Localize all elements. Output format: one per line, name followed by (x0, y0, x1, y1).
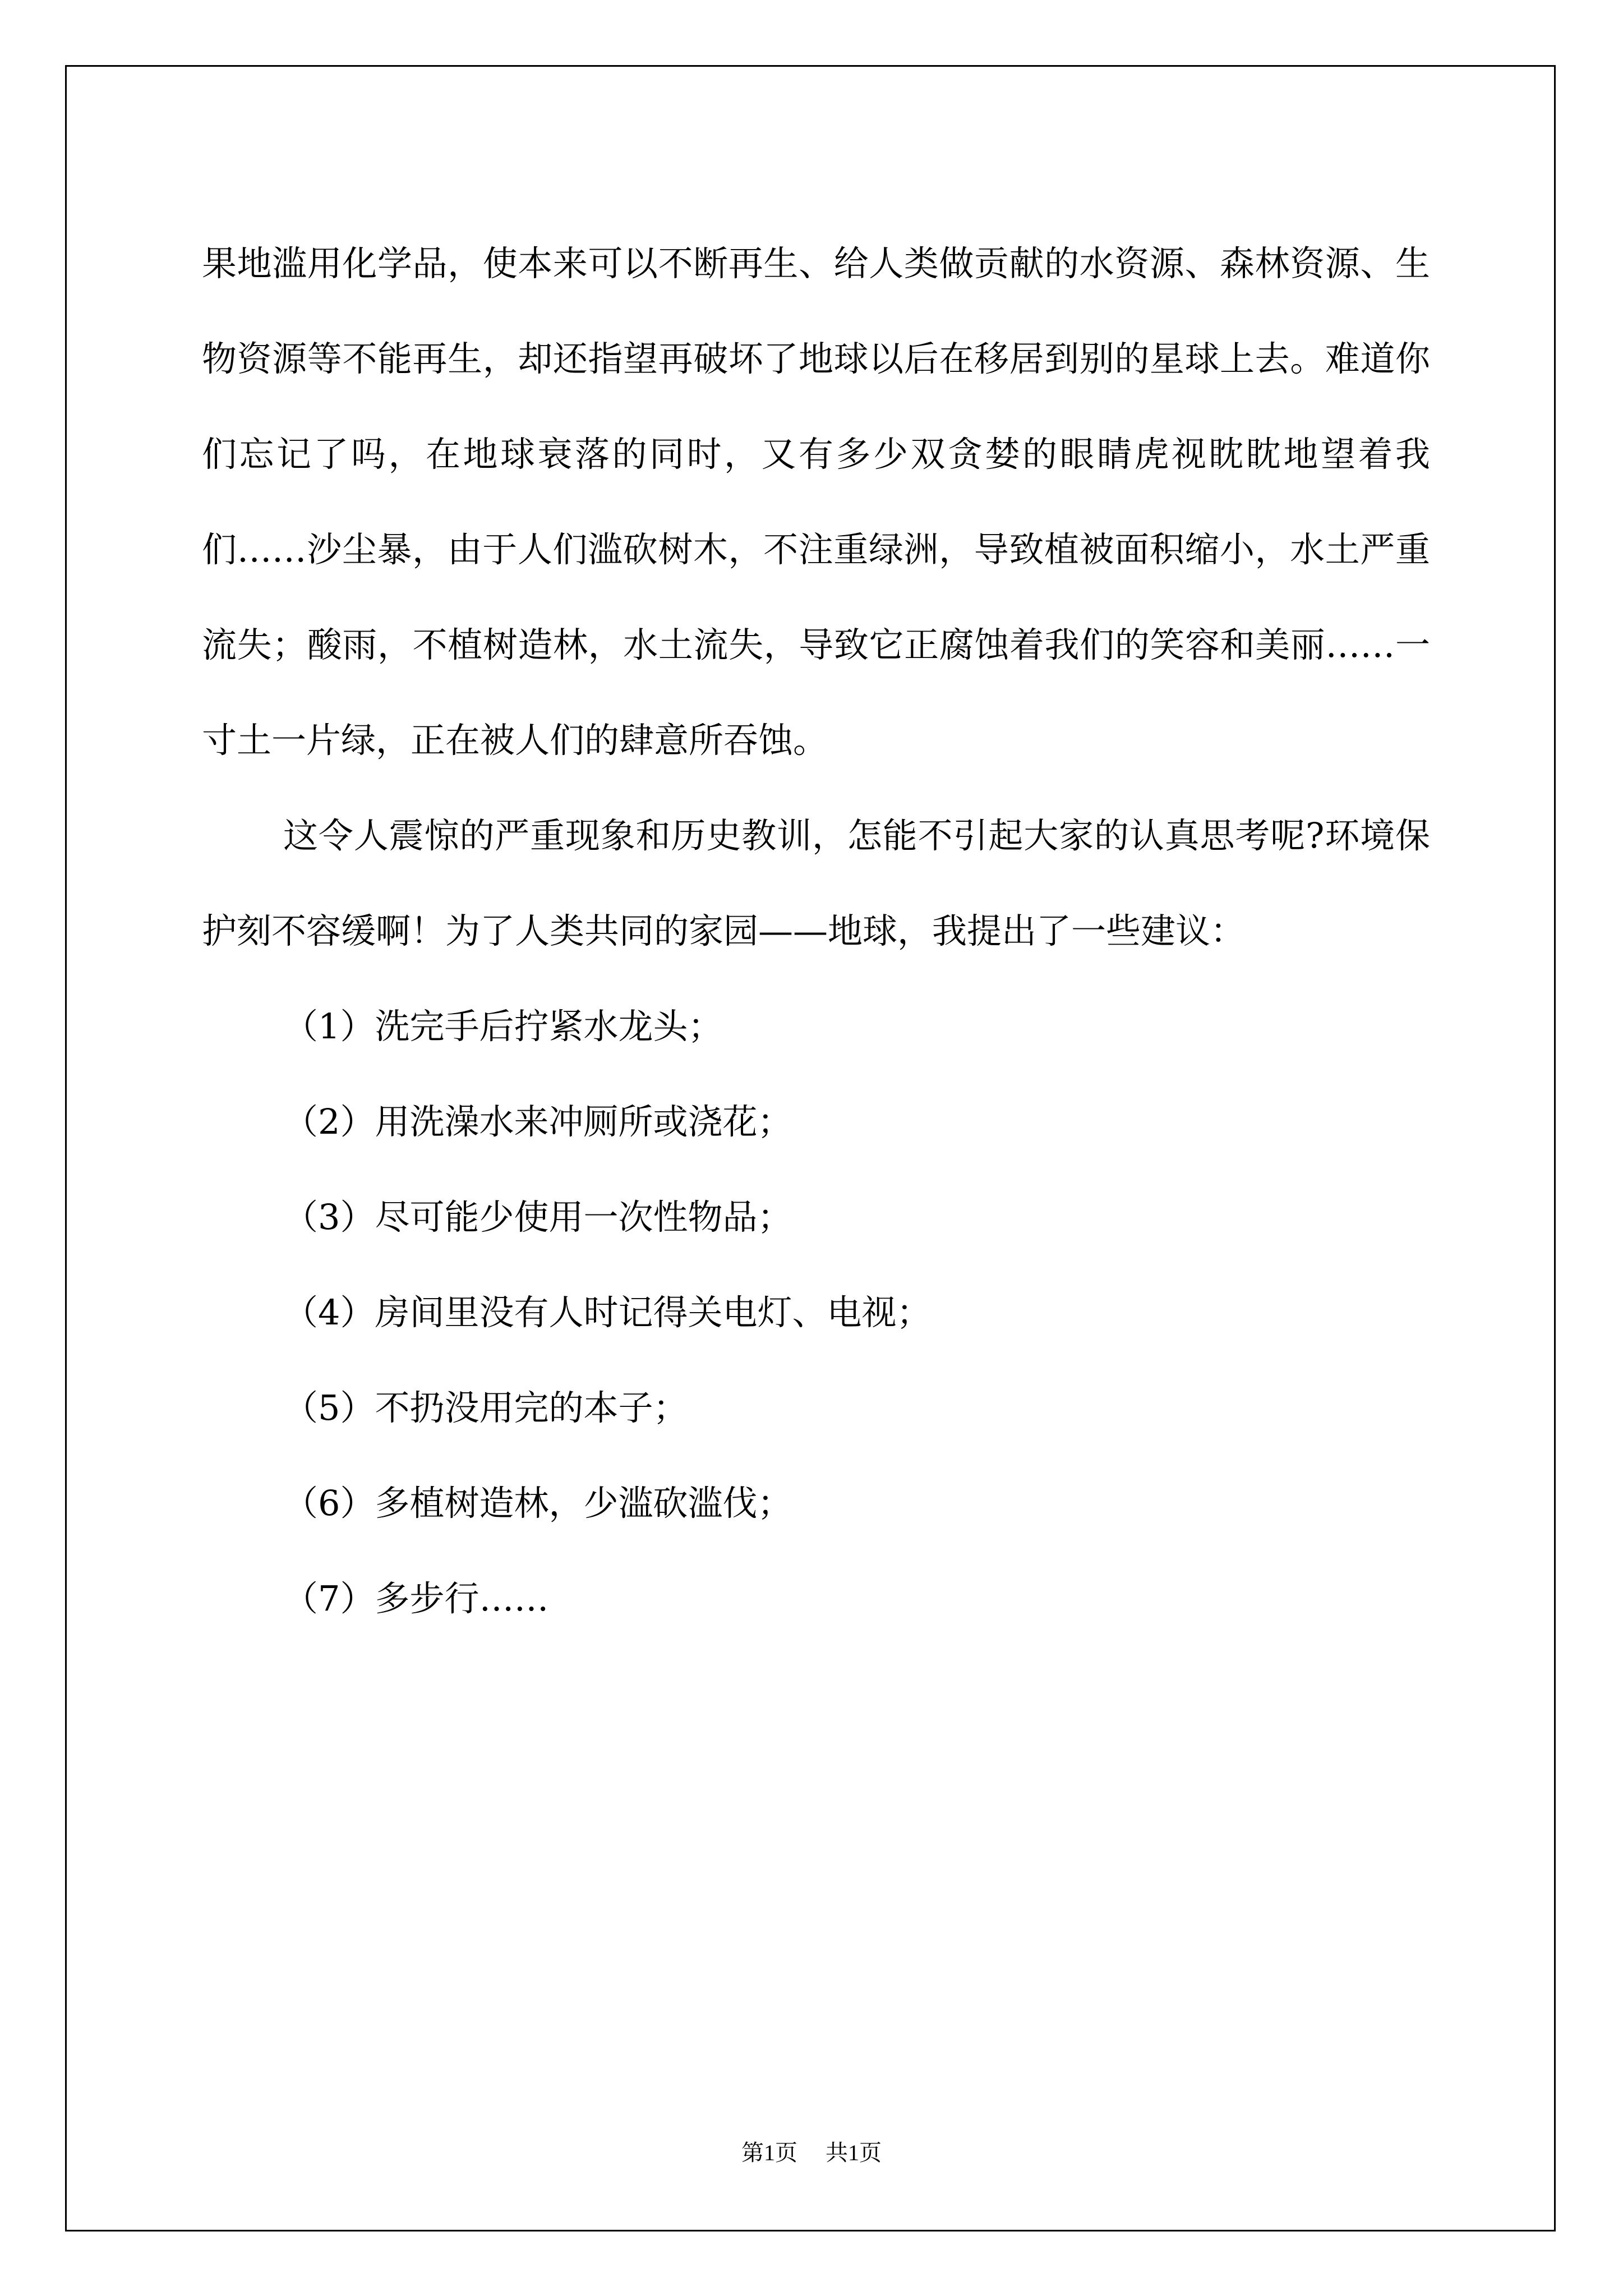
page-number: 第1页 (741, 2140, 797, 2165)
list-item: （2）用洗澡水来冲厕所或浇花； (283, 1101, 792, 1142)
list-item: （7）多步行…… (283, 1578, 549, 1619)
page-total: 共1页 (826, 2140, 882, 2165)
list-item: （1）洗完手后拧紧水龙头； (283, 1006, 723, 1047)
list-item: （5）不扔没用完的本子； (283, 1387, 688, 1428)
list-item: （4）房间里没有人时记得关电灯、电视； (283, 1292, 932, 1333)
list-item: （3）尽可能少使用一次性物品； (283, 1197, 792, 1237)
list-item: （6）多植树造林，少滥砍滥伐； (283, 1483, 792, 1524)
paragraph-continued: 果地滥用化学品，使本来可以不断再生、给人类做贡献的水资源、森林资源、生物资源等不能再生，却还指望再破坏了地球以后在移居到别的星球上去。难道你们忘记了吗，在地球衰落的同时，又有多少双贪婪的眼睛虎视眈眈地望着我们……沙尘暴，由于人们滥砍树木，不注重绿洲，导致植被面积缩小，水土严重流失；酸雨，不植树造林，水土流失，导致它正腐蚀着我们的笑容和美丽……一寸土一片绿，正在被人们的肆意所吞蚀。 (202, 243, 1430, 761)
document-body (202, 216, 1430, 1646)
page-footer (0, 2136, 1623, 2170)
paragraph-suggestions-intro: 这令人震惊的严重现象和历史教训，怎能不引起大家的认真思考呢?环境保护刻不容缓啊！为了人类共同的家园——地球，我提出了一些建议： (202, 815, 1430, 951)
